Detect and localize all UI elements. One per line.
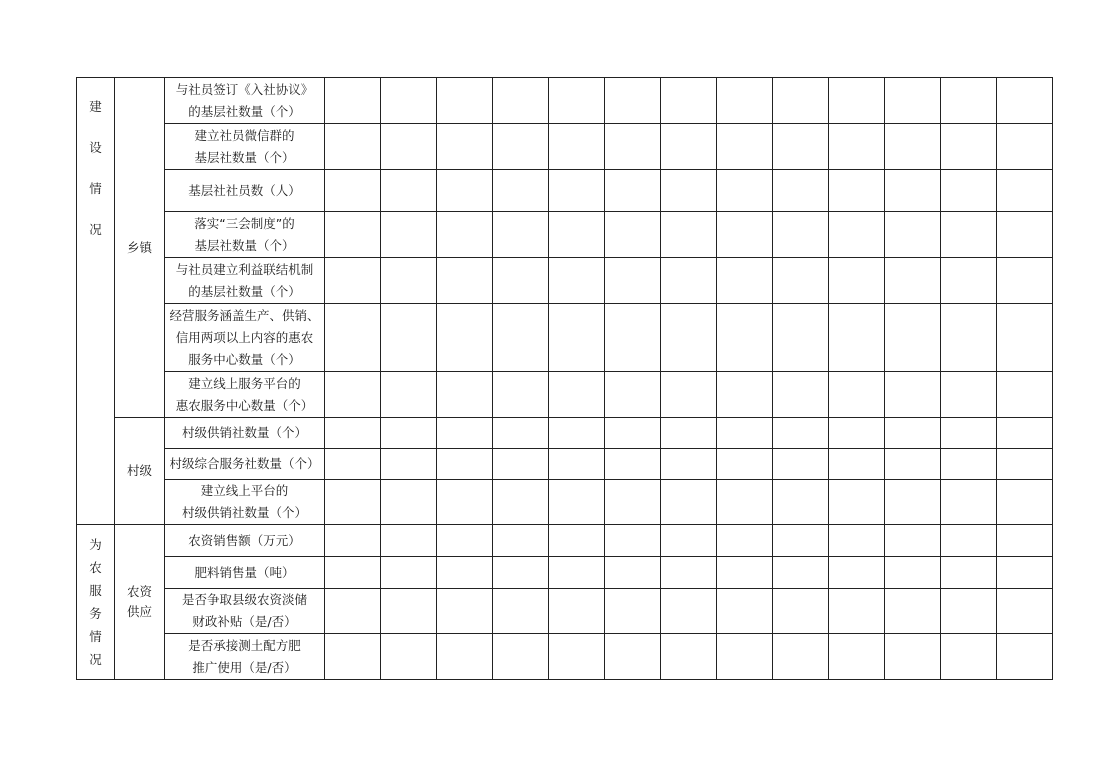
blank-cell[interactable] bbox=[437, 449, 493, 480]
blank-cell[interactable] bbox=[997, 480, 1053, 525]
subcategory-cell-supply bbox=[115, 525, 165, 680]
blank-cell[interactable] bbox=[661, 78, 717, 124]
blank-cell[interactable] bbox=[493, 418, 549, 449]
blank-cell[interactable] bbox=[997, 418, 1053, 449]
blank-cell[interactable] bbox=[997, 258, 1053, 304]
blank-cell[interactable] bbox=[773, 372, 829, 418]
subcategory-label: 村级 bbox=[126, 463, 152, 478]
blank-cell[interactable] bbox=[997, 634, 1053, 680]
blank-cell[interactable] bbox=[717, 589, 773, 634]
blank-cell[interactable] bbox=[437, 258, 493, 304]
blank-cell[interactable] bbox=[829, 525, 885, 557]
blank-cell[interactable] bbox=[941, 258, 997, 304]
item-label: 经营服务涵盖生产、供销、 信用两项以上内容的惠农 服务中心数量（个） bbox=[169, 307, 320, 367]
blank-cell[interactable] bbox=[717, 212, 773, 258]
category-cell-service bbox=[77, 525, 115, 680]
blank-cell[interactable] bbox=[437, 212, 493, 258]
blank-cell[interactable] bbox=[437, 304, 493, 372]
blank-cell[interactable] bbox=[661, 525, 717, 557]
item-label: 落实“三会制度”的 基层社数量（个） bbox=[194, 215, 295, 253]
blank-cell[interactable] bbox=[885, 557, 941, 589]
blank-cell[interactable] bbox=[381, 124, 437, 170]
blank-cell[interactable] bbox=[829, 124, 885, 170]
blank-cell[interactable] bbox=[997, 525, 1053, 557]
blank-cell[interactable] bbox=[437, 170, 493, 212]
item-cell bbox=[165, 557, 325, 589]
blank-cell[interactable] bbox=[381, 304, 437, 372]
blank-cell[interactable] bbox=[493, 258, 549, 304]
blank-cell[interactable] bbox=[941, 78, 997, 124]
blank-cell[interactable] bbox=[549, 170, 605, 212]
blank-cell[interactable] bbox=[605, 372, 661, 418]
blank-cell[interactable] bbox=[549, 258, 605, 304]
blank-cell[interactable] bbox=[437, 634, 493, 680]
blank-cell[interactable] bbox=[941, 634, 997, 680]
blank-cell[interactable] bbox=[773, 480, 829, 525]
blank-cell[interactable] bbox=[661, 589, 717, 634]
blank-cell[interactable] bbox=[661, 170, 717, 212]
blank-cell[interactable] bbox=[829, 449, 885, 480]
blank-cell[interactable] bbox=[661, 557, 717, 589]
blank-cell[interactable] bbox=[997, 589, 1053, 634]
blank-cell[interactable] bbox=[549, 634, 605, 680]
blank-cell[interactable] bbox=[325, 525, 381, 557]
blank-cell[interactable] bbox=[885, 78, 941, 124]
item-label: 肥料销售量（吨） bbox=[194, 564, 295, 580]
item-cell bbox=[165, 418, 325, 449]
blank-cell[interactable] bbox=[493, 170, 549, 212]
blank-cell[interactable] bbox=[493, 449, 549, 480]
blank-cell[interactable] bbox=[717, 557, 773, 589]
blank-cell[interactable] bbox=[829, 170, 885, 212]
blank-cell[interactable] bbox=[381, 78, 437, 124]
blank-cell[interactable] bbox=[549, 589, 605, 634]
blank-cell[interactable] bbox=[885, 525, 941, 557]
blank-cell[interactable] bbox=[549, 418, 605, 449]
blank-cell[interactable] bbox=[661, 372, 717, 418]
item-cell bbox=[165, 78, 325, 124]
blank-cell[interactable] bbox=[549, 449, 605, 480]
blank-cell[interactable] bbox=[605, 170, 661, 212]
blank-cell[interactable] bbox=[661, 212, 717, 258]
item-cell bbox=[165, 634, 325, 680]
blank-cell[interactable] bbox=[493, 589, 549, 634]
blank-cell[interactable] bbox=[437, 557, 493, 589]
blank-cell[interactable] bbox=[773, 449, 829, 480]
blank-cell[interactable] bbox=[941, 589, 997, 634]
blank-cell[interactable] bbox=[717, 372, 773, 418]
item-label: 建立线上服务平台的 惠农服务中心数量（个） bbox=[175, 375, 314, 413]
blank-cell[interactable] bbox=[885, 124, 941, 170]
blank-cell[interactable] bbox=[493, 525, 549, 557]
item-cell bbox=[165, 258, 325, 304]
blank-cell[interactable] bbox=[325, 258, 381, 304]
blank-cell[interactable] bbox=[941, 372, 997, 418]
blank-cell[interactable] bbox=[829, 212, 885, 258]
blank-cell[interactable] bbox=[997, 372, 1053, 418]
statistics-table bbox=[76, 77, 1053, 680]
blank-cell[interactable] bbox=[325, 212, 381, 258]
blank-cell[interactable] bbox=[717, 304, 773, 372]
blank-cell[interactable] bbox=[941, 124, 997, 170]
blank-cell[interactable] bbox=[325, 372, 381, 418]
blank-cell[interactable] bbox=[885, 212, 941, 258]
blank-cell[interactable] bbox=[885, 480, 941, 525]
blank-cell[interactable] bbox=[381, 589, 437, 634]
item-label: 建立线上平台的 村级供销社数量（个） bbox=[181, 483, 307, 520]
item-label: 村级供销社数量（个） bbox=[181, 425, 307, 440]
blank-cell[interactable] bbox=[661, 304, 717, 372]
item-cell bbox=[165, 372, 325, 418]
blank-cell[interactable] bbox=[381, 525, 437, 557]
item-cell bbox=[165, 449, 325, 480]
blank-cell[interactable] bbox=[941, 449, 997, 480]
blank-cell[interactable] bbox=[773, 589, 829, 634]
blank-cell[interactable] bbox=[381, 449, 437, 480]
blank-cell[interactable] bbox=[997, 212, 1053, 258]
blank-cell[interactable] bbox=[717, 258, 773, 304]
blank-cell[interactable] bbox=[773, 525, 829, 557]
category-label: 建 设 情 况 bbox=[89, 99, 102, 237]
blank-cell[interactable] bbox=[437, 589, 493, 634]
blank-cell[interactable] bbox=[493, 372, 549, 418]
blank-cell[interactable] bbox=[549, 557, 605, 589]
blank-cell[interactable] bbox=[997, 304, 1053, 372]
blank-cell[interactable] bbox=[717, 634, 773, 680]
blank-cell[interactable] bbox=[325, 418, 381, 449]
blank-cell[interactable] bbox=[829, 589, 885, 634]
blank-cell[interactable] bbox=[493, 78, 549, 124]
blank-cell[interactable] bbox=[885, 372, 941, 418]
blank-cell[interactable] bbox=[325, 589, 381, 634]
blank-cell[interactable] bbox=[325, 449, 381, 480]
blank-cell[interactable] bbox=[493, 212, 549, 258]
blank-cell[interactable] bbox=[717, 480, 773, 525]
blank-cell[interactable] bbox=[437, 372, 493, 418]
category-cell-construction bbox=[77, 78, 115, 525]
blank-cell[interactable] bbox=[773, 212, 829, 258]
blank-cell[interactable] bbox=[717, 78, 773, 124]
item-label: 与社员建立利益联结机制 的基层社数量（个） bbox=[175, 261, 314, 299]
blank-cell[interactable] bbox=[885, 304, 941, 372]
category-label: 为 农 服 务 情 况 bbox=[89, 537, 102, 667]
blank-cell[interactable] bbox=[605, 557, 661, 589]
blank-cell[interactable] bbox=[661, 124, 717, 170]
blank-cell[interactable] bbox=[829, 304, 885, 372]
item-cell bbox=[165, 589, 325, 634]
blank-cell[interactable] bbox=[325, 634, 381, 680]
blank-cell[interactable] bbox=[885, 449, 941, 480]
blank-cell[interactable] bbox=[941, 557, 997, 589]
item-cell bbox=[165, 304, 325, 372]
blank-cell[interactable] bbox=[885, 258, 941, 304]
blank-cell[interactable] bbox=[381, 480, 437, 525]
blank-cell[interactable] bbox=[325, 557, 381, 589]
blank-cell[interactable] bbox=[773, 418, 829, 449]
blank-cell[interactable] bbox=[437, 78, 493, 124]
blank-cell[interactable] bbox=[437, 480, 493, 525]
blank-cell[interactable] bbox=[773, 557, 829, 589]
blank-cell[interactable] bbox=[437, 418, 493, 449]
blank-cell[interactable] bbox=[605, 78, 661, 124]
blank-cell[interactable] bbox=[605, 304, 661, 372]
blank-cell[interactable] bbox=[325, 170, 381, 212]
blank-cell[interactable] bbox=[325, 304, 381, 372]
blank-cell[interactable] bbox=[605, 589, 661, 634]
blank-cell[interactable] bbox=[381, 170, 437, 212]
blank-cell[interactable] bbox=[493, 304, 549, 372]
blank-cell[interactable] bbox=[829, 372, 885, 418]
blank-cell[interactable] bbox=[661, 418, 717, 449]
blank-cell[interactable] bbox=[829, 557, 885, 589]
blank-cell[interactable] bbox=[381, 634, 437, 680]
blank-cell[interactable] bbox=[941, 525, 997, 557]
blank-cell[interactable] bbox=[829, 418, 885, 449]
blank-cell[interactable] bbox=[773, 124, 829, 170]
blank-cell[interactable] bbox=[829, 78, 885, 124]
item-label: 基层社社员数（人） bbox=[188, 182, 301, 198]
blank-cell[interactable] bbox=[549, 525, 605, 557]
blank-cell[interactable] bbox=[381, 372, 437, 418]
blank-cell[interactable] bbox=[773, 258, 829, 304]
blank-cell[interactable] bbox=[941, 480, 997, 525]
blank-cell[interactable] bbox=[829, 634, 885, 680]
blank-cell[interactable] bbox=[829, 480, 885, 525]
blank-cell[interactable] bbox=[381, 418, 437, 449]
item-label: 是否承接测土配方肥 推广使用（是/否） bbox=[188, 637, 301, 675]
blank-cell[interactable] bbox=[829, 258, 885, 304]
blank-cell[interactable] bbox=[605, 525, 661, 557]
blank-cell[interactable] bbox=[941, 304, 997, 372]
blank-cell[interactable] bbox=[381, 557, 437, 589]
item-label: 建立社员微信群的 基层社数量（个） bbox=[194, 127, 295, 165]
blank-cell[interactable] bbox=[325, 124, 381, 170]
blank-cell[interactable] bbox=[997, 449, 1053, 480]
blank-cell[interactable] bbox=[549, 78, 605, 124]
blank-cell[interactable] bbox=[549, 372, 605, 418]
blank-cell[interactable] bbox=[717, 449, 773, 480]
blank-cell[interactable] bbox=[605, 418, 661, 449]
blank-cell[interactable] bbox=[885, 418, 941, 449]
blank-cell[interactable] bbox=[381, 258, 437, 304]
blank-cell[interactable] bbox=[493, 557, 549, 589]
blank-cell[interactable] bbox=[997, 557, 1053, 589]
blank-cell[interactable] bbox=[773, 634, 829, 680]
blank-cell[interactable] bbox=[773, 78, 829, 124]
blank-cell[interactable] bbox=[493, 480, 549, 525]
blank-cell[interactable] bbox=[885, 634, 941, 680]
blank-cell[interactable] bbox=[493, 124, 549, 170]
blank-cell[interactable] bbox=[549, 304, 605, 372]
blank-cell[interactable] bbox=[885, 170, 941, 212]
blank-cell[interactable] bbox=[549, 480, 605, 525]
blank-cell[interactable] bbox=[549, 124, 605, 170]
blank-cell[interactable] bbox=[773, 304, 829, 372]
item-cell bbox=[165, 170, 325, 212]
blank-cell[interactable] bbox=[997, 124, 1053, 170]
item-cell bbox=[165, 480, 325, 525]
item-label: 是否争取县级农资淡储 财政补贴（是/否） bbox=[181, 592, 307, 629]
subcategory-label: 农资 供应 bbox=[126, 583, 152, 619]
blank-cell[interactable] bbox=[325, 480, 381, 525]
item-label: 与社员签订《入社协议》 的基层社数量（个） bbox=[175, 81, 314, 119]
item-label: 村级综合服务社数量（个） bbox=[169, 456, 320, 471]
item-cell bbox=[165, 212, 325, 258]
item-label: 农资销售额（万元） bbox=[188, 532, 301, 548]
blank-cell[interactable] bbox=[717, 418, 773, 449]
item-cell bbox=[165, 525, 325, 557]
blank-cell[interactable] bbox=[605, 212, 661, 258]
blank-cell[interactable] bbox=[325, 78, 381, 124]
blank-cell[interactable] bbox=[437, 525, 493, 557]
blank-cell[interactable] bbox=[549, 212, 605, 258]
subcategory-cell-township bbox=[115, 78, 165, 418]
blank-cell[interactable] bbox=[717, 525, 773, 557]
blank-cell[interactable] bbox=[941, 212, 997, 258]
blank-cell[interactable] bbox=[997, 78, 1053, 124]
blank-cell[interactable] bbox=[605, 480, 661, 525]
blank-cell[interactable] bbox=[661, 449, 717, 480]
blank-cell[interactable] bbox=[717, 170, 773, 212]
blank-cell[interactable] bbox=[661, 258, 717, 304]
blank-cell[interactable] bbox=[381, 212, 437, 258]
blank-cell[interactable] bbox=[661, 634, 717, 680]
blank-cell[interactable] bbox=[661, 480, 717, 525]
blank-cell[interactable] bbox=[941, 170, 997, 212]
item-cell bbox=[165, 124, 325, 170]
blank-cell[interactable] bbox=[997, 170, 1053, 212]
subcategory-cell-village bbox=[115, 418, 165, 525]
blank-cell[interactable] bbox=[605, 449, 661, 480]
blank-cell[interactable] bbox=[717, 124, 773, 170]
blank-cell[interactable] bbox=[437, 124, 493, 170]
blank-cell[interactable] bbox=[493, 634, 549, 680]
blank-cell[interactable] bbox=[885, 589, 941, 634]
blank-cell[interactable] bbox=[941, 418, 997, 449]
blank-cell[interactable] bbox=[605, 258, 661, 304]
blank-cell[interactable] bbox=[605, 634, 661, 680]
blank-cell[interactable] bbox=[605, 124, 661, 170]
subcategory-label: 乡镇 bbox=[126, 239, 152, 255]
blank-cell[interactable] bbox=[773, 170, 829, 212]
